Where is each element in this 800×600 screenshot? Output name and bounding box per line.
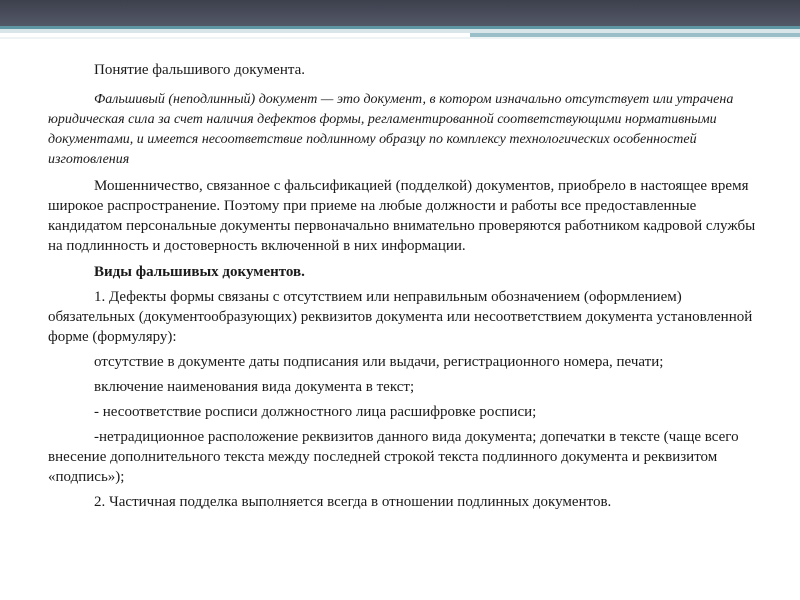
document-heading: Понятие фальшивого документа. [94, 62, 306, 78]
definition-paragraph: Фальшивый (неподлинный) документ — это документ, в котором изначально отсутствует или утрачена юридическая сила за счет наличия дефектов формы, регламентированной соответствующими нормативными документами, и имеется несоответствие подлинному образцу по комплексу технологических особенностей изготовления [48, 92, 734, 167]
sub-item-3: - несоответствие росписи должностного лица расшифровке росписи; [94, 404, 537, 420]
slide-top-band [0, 0, 800, 26]
sub-item-1: отсутствие в документе даты подписания или выдачи, регистрационного номера, печати; [94, 354, 664, 370]
sub-item-2: включение наименования вида документа в текст; [94, 379, 415, 395]
types-heading: Виды фальшивых документов. [94, 264, 305, 280]
sub-item-4: -нетрадиционное расположение реквизитов данного вида документа; допечатки в тексте (чаще всего внесение дополнительного текста между последней строкой текста подлинного документа и реквизитом «подпись»); [48, 429, 739, 485]
slide-accent-line-faint [0, 37, 800, 39]
list-item-1: 1. Дефекты формы связаны с отсутствием или неправильным обозначением (оформлением) обязательных (документообразующих) реквизитов документа или несоответствием документа установленной форме (формуляру): [48, 289, 753, 345]
fraud-paragraph: Мошенничество, связанное с фальсификацией (подделкой) документов, приобрело в настоящее время широкое распространение. Поэтому при приеме на любые должности и работы все предоставленные кандидатом персональные документы первоначально внимательно проверяются работником кадровой службы на подлинность и достоверность включенной в них информации. [48, 178, 756, 254]
slide-content [48, 60, 760, 512]
list-item-2: 2. Частичная подделка выполняется всегда в отношении подлинных документов. [94, 494, 612, 510]
